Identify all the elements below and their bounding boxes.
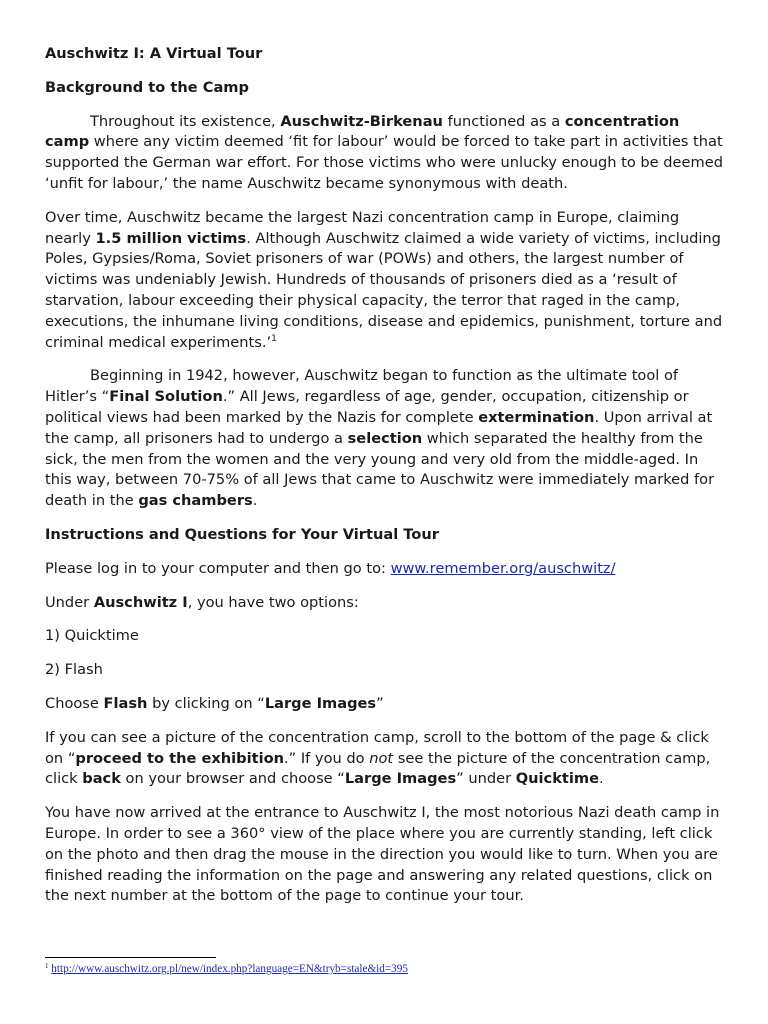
paragraph-beginning-1942: Beginning in 1942, however, Auschwitz began to function as the ultimate tool of Hitler’s “Final Solution.” All Jews, regardless of age, gender, occupation, citizenship or political views had been marked by the Nazis for complete extermination. Upon arrival at the camp, all prisoners had to undergo a selection which separated the healthy from the sick, the men from the women and the very young and very old from the middle-aged. In this way, between 70-75% of all Jews that came to Auschwitz were immediately marked for death in the gas chambers. <box>45 367 715 510</box>
paragraph-arrived: You have now arrived at the entrance to Auschwitz I, the most notorious Nazi death camp in Europe. In order to see a 360° view of the place where you are currently standing, left click on the photo and then drag the mouse in the direction you would like to turn. When you are finished reading the information on the page and answering any related questions, click on the next number at the bottom of the page to continue your tour. <box>45 804 720 905</box>
option-quicktime: 1) Quicktime <box>45 627 139 645</box>
paragraph-over-time: Over time, Auschwitz became the largest Nazi concentration camp in Europe, claiming nearly 1.5 million victims. Although Auschwitz claimed a wide variety of victims, including Poles, Gypsies/Roma, Soviet prisoners of war (POWs) and others, the largest number of victims was undeniably Jewish. Hundreds of thousands of prisoners died as a ‘result of starvation, labour exceeding their physical capacity, the terror that raged in the camp, executions, the inhumane living conditions, disease and epidemics, punishment, torture and criminal medical experiments.’$^1$ <box>45 208 723 351</box>
footnote-reference: 1 <box>271 333 277 344</box>
website-link[interactable]: www.remember.org/auschwitz/ <box>390 559 616 577</box>
section-heading-background: Background to the Camp <box>45 78 249 96</box>
footnote-number: 1 <box>45 962 49 970</box>
paragraph-choose-flash: Choose Flash by clicking on “Large Images” <box>45 694 384 712</box>
footnote-separator <box>45 957 216 958</box>
paragraph-login: Please log in to your computer and then go to: www.remember.org/auschwitz/ <box>45 559 616 577</box>
footnote <box>45 962 408 976</box>
paragraph-throughout: Throughout its existence, Auschwitz-Birkenau functioned as a concentration camp where any victim deemed ‘fit for labour’ would be forced to take part in activities that supported the German war effort. For those victims who were unlucky enough to be deemed ‘unfit for labour,’ the name Auschwitz became synonymous with death. <box>45 112 723 192</box>
section-heading-instructions: Instructions and Questions for Your Virtual Tour <box>45 525 439 543</box>
paragraph-under-auschwitz: Under Auschwitz I, you have two options: <box>45 593 359 611</box>
footnote-link[interactable]: http://www.auschwitz.org.pl/new/index.php?language=EN&tryb=stale&id=395 <box>51 963 408 975</box>
paragraph-if-you-can-see: If you can see a picture of the concentration camp, scroll to the bottom of the page & click on “proceed to the exhibition.” If you do not see the picture of the concentration camp, click back on your browser and choose “Large Images” under Quicktime. <box>45 728 711 788</box>
document-body <box>45 44 725 920</box>
option-flash: 2) Flash <box>45 661 103 679</box>
page-title: Auschwitz I: A Virtual Tour <box>45 45 263 62</box>
